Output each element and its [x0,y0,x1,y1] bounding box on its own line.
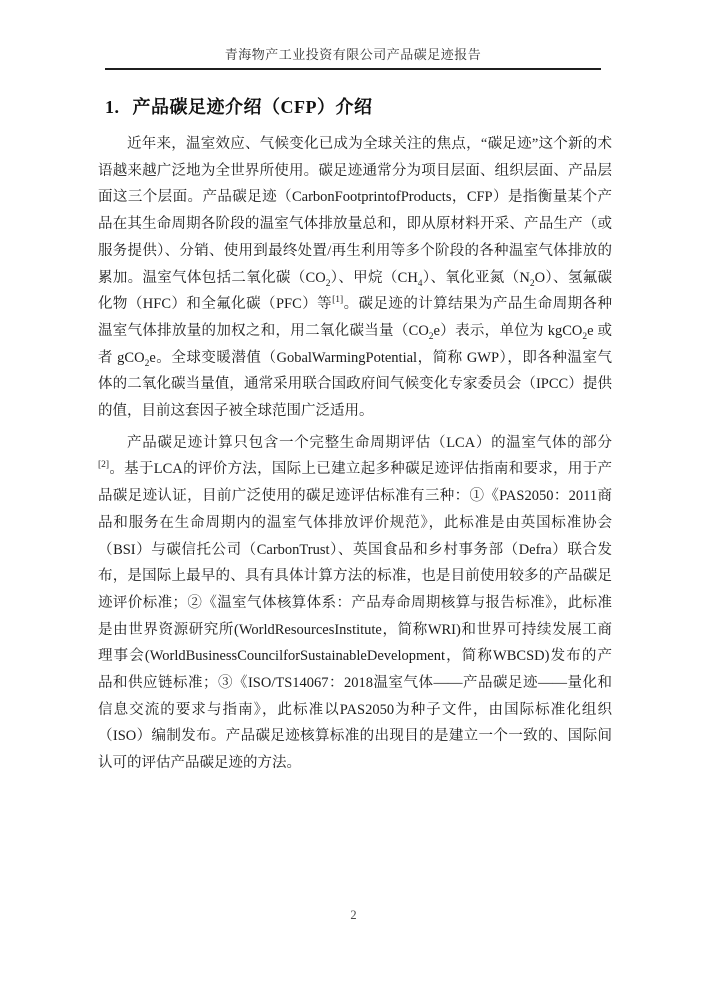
paragraph-cfp-standards: 产品碳足迹计算只包含一个完整生命周期评估（LCA）的温室气体的部分[2]。基于LCA的评价方法，国际上已建立起多种碳足迹评估指南和要求，用于产品碳足迹认证，目前广泛使用的碳足迹评估标准有三种：①《PAS2050：2011商品和服务在生命周期内的温室气体排放评价规范》，此标准是由英国标准协会（BSI）与碳信托公司（CarbonTrust）、英国食品和乡村事务部（Defra）联合发布，是国际上最早的、具有具体计算方法的标准，也是目前使用较多的产品碳足迹评价标准；②《温室气体核算体系：产品寿命周期核算与报告标准》，此标准是由世界资源研究所(WorldResourcesInstitute，简称WRI)和世界可持续发展工商理事会(WorldBusinessCouncilforSustainableDevelopment，简称WBCSD)发布的产品和供应链标准；③《ISO/TS14067：2018温室气体——产品碳足迹——量化和信息交流的要求与指南》，此标准以PAS2050为种子文件，由国际标准化组织（ISO）编制发布。产品碳足迹核算标准的出现目的是建立一个一致的、国际间认可的评估产品碳足迹的方法。 [98,434,612,772]
paragraph-cfp-definition: 近年来，温室效应、气候变化已成为全球关注的焦点，“碳足迹”这个新的术语越来越广泛地为全世界所使用。碳足迹通常分为项目层面、组织层面、产品层面这三个层面。产品碳足迹（CarbonFootprintofProducts，CFP）是指衡量某个产品在其生命周期各阶段的温室气体排放量总和，即从原材料开采、产品生产（或服务提供）、分销、使用到最终处置/再生利用等多个阶段的各种温室气体排放的累加。温室气体包括二氧化碳$(CO_2)$、甲烷$(CH_4)$、氧化亚氮$(N_2O)$、氢氟碳化物（HFC）和全氟化碳（PFC）等[1]。碳足迹的计算结果为产品生命周期各种温室气体排放量的加权之和，用二氧化碳当量$(CO_2e)$表示，单位为 kgCO$_2$e 或者 gCO$_2$e。全球变暖潜值（GobalWarmingPotential，简称 GWP），即各种温室气体的二氧化碳当量值，通常采用联合国政府间气候变化专家委员会（IPCC）提供的值，目前这套因子被全球范围广泛适用。 [98,136,612,420]
section-number: 1. [105,97,120,117]
section-heading [105,93,373,119]
document-body [98,131,612,777]
page-footer [0,906,707,924]
page-number: 2 [350,908,357,922]
header-title: 青海物产工业投资有限公司产品碳足迹报告 [224,47,482,62]
page-header [105,44,601,70]
section-title: 产品碳足迹介绍（CFP）介绍 [132,97,373,117]
